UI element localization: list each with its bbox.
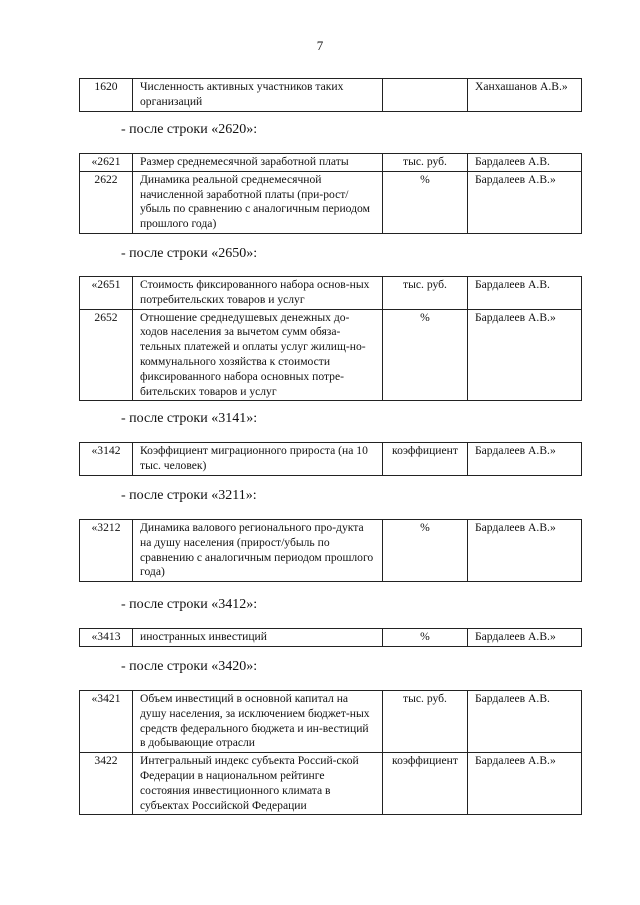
row-unit: % — [383, 520, 468, 582]
table-row — [80, 277, 582, 310]
table-block-2650 — [79, 276, 581, 401]
indicator-table — [79, 519, 582, 582]
row-unit: % — [383, 309, 468, 401]
table-row — [80, 691, 582, 753]
row-person: Бардалеев А.В. — [468, 154, 582, 172]
row-unit: коэффициент — [383, 753, 468, 815]
row-code: «3212 — [80, 520, 133, 582]
row-name: Стоимость фиксированного набора основ-ных потребительских товаров и услуг — [133, 277, 383, 310]
table-row — [80, 79, 582, 112]
row-code: 3422 — [80, 753, 133, 815]
row-name: Динамика реальной среднемесячной начисленной заработной платы (при-рост/убыль по сравнению с аналогичным периодом прошлого года) — [133, 171, 383, 233]
row-code: «2651 — [80, 277, 133, 310]
indicator-table — [79, 628, 582, 647]
row-name: Интегральный индекс субъекта Россий-ской Федерации в национальном рейтинге состояния инвестиционного климата в субъектах Российской Федерации — [133, 753, 383, 815]
indicator-table — [79, 690, 582, 815]
row-name: Динамика валового регионального про-дукта на душу населения (прирост/убыль по сравнению с аналогичным периодом прошлого года) — [133, 520, 383, 582]
table-row — [80, 171, 582, 233]
row-person: Бардалеев А.В.» — [468, 171, 582, 233]
indicator-table — [79, 276, 582, 401]
row-person: Бардалеев А.В. — [468, 691, 582, 753]
section-heading: - после строки «3412»: — [121, 597, 258, 612]
row-name: иностранных инвестиций — [133, 629, 383, 647]
row-name: Коэффициент миграционного прироста (на 10 тыс. человек) — [133, 443, 383, 476]
section-heading: - после строки «3141»: — [121, 411, 258, 426]
table-row — [80, 753, 582, 815]
row-unit: тыс. руб. — [383, 154, 468, 172]
row-code: 1620 — [80, 79, 133, 112]
table-row — [80, 629, 582, 647]
page-number: 7 — [316, 38, 324, 53]
row-person: Бардалеев А.В.» — [468, 753, 582, 815]
indicator-table — [79, 442, 582, 476]
row-code: «2621 — [80, 154, 133, 172]
table-block-2620 — [79, 153, 581, 234]
table-row — [80, 520, 582, 582]
row-code: 2622 — [80, 171, 133, 233]
section-heading: - после строки «3211»: — [121, 488, 257, 503]
table-block-1620 — [79, 78, 581, 112]
table-row — [80, 309, 582, 401]
row-unit: тыс. руб. — [383, 277, 468, 310]
indicator-table — [79, 78, 582, 112]
row-code: «3413 — [80, 629, 133, 647]
row-person: Бардалеев А.В.» — [468, 520, 582, 582]
row-person: Бардалеев А.В.» — [468, 443, 582, 476]
table-block-3141 — [79, 442, 581, 476]
section-heading: - после строки «3420»: — [121, 659, 258, 674]
row-unit: тыс. руб. — [383, 691, 468, 753]
row-person: Бардалеев А.В. — [468, 277, 582, 310]
row-unit: % — [383, 629, 468, 647]
row-unit: % — [383, 171, 468, 233]
row-name: Численность активных участников таких организаций — [133, 79, 383, 112]
section-heading: - после строки «2650»: — [121, 246, 258, 261]
row-code: «3421 — [80, 691, 133, 753]
row-unit: коэффициент — [383, 443, 468, 476]
table-block-3420 — [79, 690, 581, 815]
row-code: 2652 — [80, 309, 133, 401]
row-person: Ханхашанов А.В.» — [468, 79, 582, 112]
row-person: Бардалеев А.В.» — [468, 309, 582, 401]
section-heading: - после строки «2620»: — [121, 122, 258, 137]
row-name: Отношение среднедушевых денежных до-ходов населения за вычетом сумм обяза-тельных платежей и оплаты услуг жилищ-но-коммунального хозяйства к стоимости фиксированного набора основных потре-бительских товаров и услуг — [133, 309, 383, 401]
row-name: Размер среднемесячной заработной платы — [133, 154, 383, 172]
indicator-table — [79, 153, 582, 234]
row-unit — [383, 79, 468, 112]
row-person: Бардалеев А.В.» — [468, 629, 582, 647]
table-block-3412 — [79, 628, 581, 647]
table-row — [80, 154, 582, 172]
row-code: «3142 — [80, 443, 133, 476]
table-row — [80, 443, 582, 476]
row-name: Объем инвестиций в основной капитал на душу населения, за исключением бюджет-ных средств федерального бюджета и ин-вестиций в добывающие отрасли — [133, 691, 383, 753]
table-block-3211 — [79, 519, 581, 582]
